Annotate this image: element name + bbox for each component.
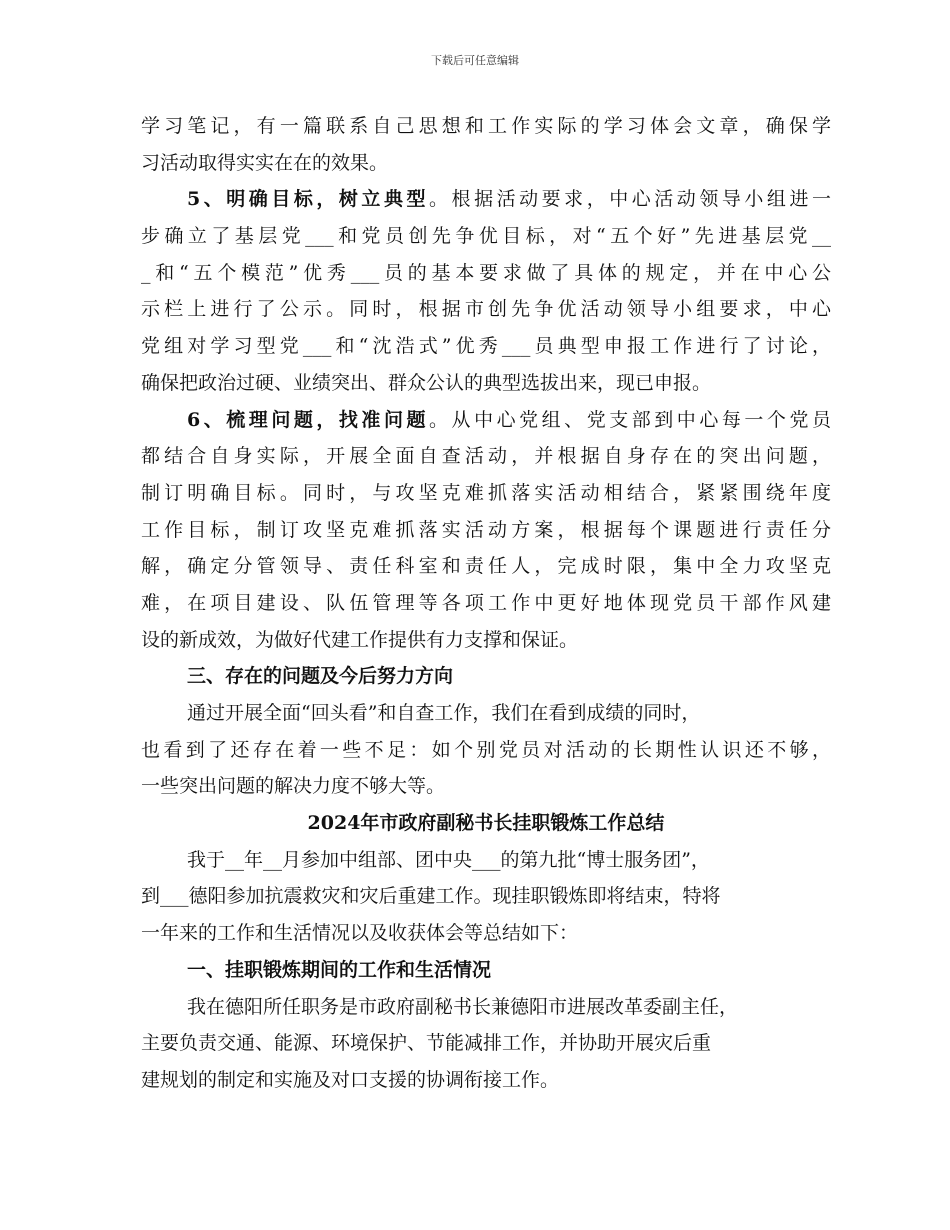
text-line: 制订明确目标。同时，与攻坚克难抓落实活动相结合，紧紧围绕年度 bbox=[141, 481, 831, 504]
text-line: 确保把政治过硬、业绩突出、群众公认的典型选拔出来，现已申报。 bbox=[141, 371, 712, 394]
text-line: 也看到了还存在着一些不足：如个别党员对活动的长期性认识还不够， bbox=[141, 738, 831, 761]
text-line: 难，在项目建设、队伍管理等各项工作中更好地体现党员干部作风建 bbox=[141, 591, 831, 614]
text-line: 工作目标，制订攻坚克难抓落实活动方案，根据每个课题进行责任分 bbox=[141, 518, 831, 541]
paragraph-heading: 5、明确目标，树立典型 bbox=[187, 188, 430, 211]
section-heading: 三、存在的问题及今后努力方向 bbox=[187, 665, 454, 688]
text-line: 建规划的制定和实施及对口支援的协调衔接工作。 bbox=[141, 1068, 560, 1091]
paragraph-heading: 6、梳理问题，找准问题 bbox=[187, 408, 430, 431]
text-line: 一些突出问题的解决力度不够大等。 bbox=[141, 775, 446, 798]
text-line: 解，确定分管领导、责任科室和责任人，完成时限，集中全力攻坚克 bbox=[141, 555, 831, 578]
text-line: 主要负责交通、能源、环境保护、节能减排工作，并协助开展灾后重 bbox=[141, 1032, 712, 1055]
text-line: 设的新成效，为做好代建工作提供有力支撑和保证。 bbox=[141, 628, 579, 651]
text-line: 我于__年__月参加中组部、团中央___的第九批“博士服务团”， bbox=[187, 848, 710, 871]
text-line: 一年来的工作和生活情况以及收获体会等总结如下： bbox=[141, 922, 579, 945]
text-line: 通过开展全面“回头看”和自查工作，我们在看到成绩的同时， bbox=[187, 702, 701, 724]
text-line: 都结合自身实际，开展全面自查活动，并根据自身存在的突出问题， bbox=[141, 445, 831, 468]
text-line: 示栏上进行了公示。同时，根据市创先争优活动领导小组要求，中心 bbox=[141, 298, 831, 321]
text-line: 我在德阳所任职务是市政府副秘书长兼德阳市进展改革委副主任， bbox=[187, 995, 739, 1018]
text-line: 到___德阳参加抗震救灾和灾后重建工作。现挂职锻炼即将结束，特将 bbox=[141, 885, 721, 908]
document-title: 2024年市政府副秘书长挂职锻炼工作总结 bbox=[307, 812, 665, 835]
document-body bbox=[141, 108, 831, 1099]
section-heading: 一、挂职锻炼期间的工作和生活情况 bbox=[187, 958, 492, 981]
text-line: _和“五个模范”优秀___员的基本要求做了具体的规定，并在中心公 bbox=[141, 261, 831, 284]
text-line: 步确立了基层党___和党员创先争优目标，对“五个好”先进基层党__ bbox=[141, 225, 831, 248]
text-line: 党组对学习型党___和“沈浩式”优秀___员典型申报工作进行了讨论， bbox=[141, 335, 831, 358]
text-line bbox=[141, 181, 831, 218]
text-line: 习活动取得实实在在的效果。 bbox=[141, 151, 389, 174]
text-line: 学习笔记，有一篇联系自己思想和工作实际的学习体会文章，确保学 bbox=[141, 115, 831, 137]
page-header: 下载后可任意编辑 bbox=[431, 54, 519, 67]
text-span: 。根据活动要求，中心活动领导小组进一 bbox=[429, 188, 831, 211]
text-line bbox=[141, 402, 831, 439]
text-span: 。从中心党组、党支部到中心每一个党员 bbox=[429, 408, 831, 431]
